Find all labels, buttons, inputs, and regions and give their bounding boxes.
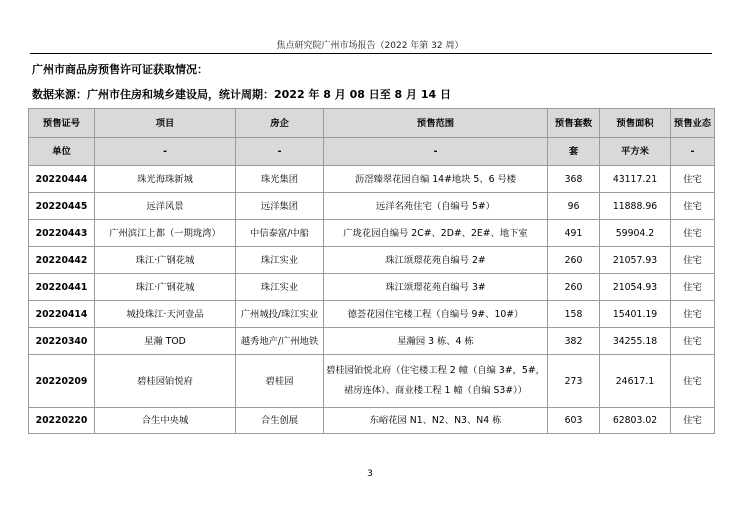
unit-cell: 平方米 bbox=[600, 138, 671, 166]
table-header-row bbox=[29, 109, 715, 138]
use-type-cell: 住宅 bbox=[671, 166, 715, 193]
units-cell: 96 bbox=[548, 193, 600, 220]
units-cell: 382 bbox=[548, 328, 600, 355]
use-type-cell: 住宅 bbox=[671, 355, 715, 408]
column-header: 房企 bbox=[236, 109, 324, 138]
table-row bbox=[29, 355, 715, 408]
unit-cell: - bbox=[95, 138, 236, 166]
table-row bbox=[29, 301, 715, 328]
units-cell: 260 bbox=[548, 247, 600, 274]
table-row bbox=[29, 408, 715, 434]
area-cell: 21054.93 bbox=[600, 274, 671, 301]
permit-number-cell: 20220442 bbox=[29, 247, 95, 274]
scope-cell: 东峪花园 N1、N2、N3、N4 栋 bbox=[324, 408, 548, 434]
column-header: 预售证号 bbox=[29, 109, 95, 138]
scope-cell: 远洋名苑住宅（自编号 5#） bbox=[324, 193, 548, 220]
use-type-cell: 住宅 bbox=[671, 220, 715, 247]
permit-number-cell: 20220441 bbox=[29, 274, 95, 301]
area-cell: 62803.02 bbox=[600, 408, 671, 434]
permit-number-cell: 20220340 bbox=[29, 328, 95, 355]
section-title: 广州市商品房预售许可证获取情况： bbox=[32, 63, 208, 76]
developer-cell: 中信泰富/中船 bbox=[236, 220, 324, 247]
scope-cell: 碧桂园铂悦北府（住宅楼工程 2 幢（自编 3#，5#，裙房连体）、商业楼工程 1 幢（自编 S3#）） bbox=[324, 355, 548, 408]
permit-number-cell: 20220209 bbox=[29, 355, 95, 408]
permit-number-cell: 20220414 bbox=[29, 301, 95, 328]
units-cell: 260 bbox=[548, 274, 600, 301]
project-cell: 珠光海珠新城 bbox=[95, 166, 236, 193]
units-cell: 158 bbox=[548, 301, 600, 328]
units-cell: 603 bbox=[548, 408, 600, 434]
use-type-cell: 住宅 bbox=[671, 247, 715, 274]
developer-cell: 珠江实业 bbox=[236, 247, 324, 274]
developer-cell: 珠光集团 bbox=[236, 166, 324, 193]
permit-number-cell: 20220443 bbox=[29, 220, 95, 247]
project-cell: 星瀚 TOD bbox=[95, 328, 236, 355]
column-header: 预售套数 bbox=[548, 109, 600, 138]
table-row bbox=[29, 220, 715, 247]
area-cell: 11888.96 bbox=[600, 193, 671, 220]
permit-number-cell: 20220444 bbox=[29, 166, 95, 193]
header-divider bbox=[30, 53, 712, 54]
area-cell: 15401.19 bbox=[600, 301, 671, 328]
units-cell: 491 bbox=[548, 220, 600, 247]
unit-row bbox=[29, 138, 715, 166]
use-type-cell: 住宅 bbox=[671, 301, 715, 328]
column-header: 预售面积 bbox=[600, 109, 671, 138]
table-row bbox=[29, 193, 715, 220]
column-header: 项目 bbox=[95, 109, 236, 138]
table-row bbox=[29, 247, 715, 274]
page-number: 3 bbox=[367, 469, 373, 479]
scope-cell: 德荟花园住宅楼工程（自编号 9#、10#） bbox=[324, 301, 548, 328]
project-cell: 珠江·广钢花城 bbox=[95, 274, 236, 301]
scope-cell: 珠江颂璟花苑自编号 2# bbox=[324, 247, 548, 274]
use-type-cell: 住宅 bbox=[671, 274, 715, 301]
project-cell: 合生中央城 bbox=[95, 408, 236, 434]
area-cell: 21057.93 bbox=[600, 247, 671, 274]
permit-number-cell: 20220220 bbox=[29, 408, 95, 434]
unit-cell: 套 bbox=[548, 138, 600, 166]
use-type-cell: 住宅 bbox=[671, 328, 715, 355]
scope-cell: 沥滘臻翠花园自编 14#地块 5、6 号楼 bbox=[324, 166, 548, 193]
scope-cell: 珠江颂璟花苑自编号 3# bbox=[324, 274, 548, 301]
area-cell: 59904.2 bbox=[600, 220, 671, 247]
units-cell: 273 bbox=[548, 355, 600, 408]
unit-cell: - bbox=[671, 138, 715, 166]
project-cell: 广州滨江上都（一期珑湾） bbox=[95, 220, 236, 247]
table-row bbox=[29, 166, 715, 193]
running-header: 焦点研究院广州市场报告（2022 年第 32 周） bbox=[276, 41, 464, 51]
column-header: 预售范围 bbox=[324, 109, 548, 138]
area-cell: 34255.18 bbox=[600, 328, 671, 355]
developer-cell: 广州城投/珠江实业 bbox=[236, 301, 324, 328]
scope-cell: 广珑花园自编号 2C#、2D#、2E#、地下室 bbox=[324, 220, 548, 247]
unit-cell: - bbox=[236, 138, 324, 166]
presale-permit-table bbox=[28, 108, 715, 434]
use-type-cell: 住宅 bbox=[671, 408, 715, 434]
table-row bbox=[29, 274, 715, 301]
scope-cell: 星瀚园 3 栋、4 栋 bbox=[324, 328, 548, 355]
developer-cell: 碧桂园 bbox=[236, 355, 324, 408]
table-row bbox=[29, 328, 715, 355]
units-cell: 368 bbox=[548, 166, 600, 193]
permit-number-cell: 20220445 bbox=[29, 193, 95, 220]
project-cell: 远洋风景 bbox=[95, 193, 236, 220]
column-header: 预售业态 bbox=[671, 109, 715, 138]
project-cell: 城投珠江·天河壹品 bbox=[95, 301, 236, 328]
project-cell: 珠江·广钢花城 bbox=[95, 247, 236, 274]
unit-cell: - bbox=[324, 138, 548, 166]
developer-cell: 远洋集团 bbox=[236, 193, 324, 220]
data-source-line: 数据来源：广州市住房和城乡建设局，统计周期：2022 年 8 月 08 日至 8 月 14 日 bbox=[32, 88, 452, 101]
developer-cell: 越秀地产/广州地铁 bbox=[236, 328, 324, 355]
use-type-cell: 住宅 bbox=[671, 193, 715, 220]
developer-cell: 合生创展 bbox=[236, 408, 324, 434]
area-cell: 24617.1 bbox=[600, 355, 671, 408]
unit-cell: 单位 bbox=[29, 138, 95, 166]
developer-cell: 珠江实业 bbox=[236, 274, 324, 301]
project-cell: 碧桂园铂悦府 bbox=[95, 355, 236, 408]
area-cell: 43117.21 bbox=[600, 166, 671, 193]
